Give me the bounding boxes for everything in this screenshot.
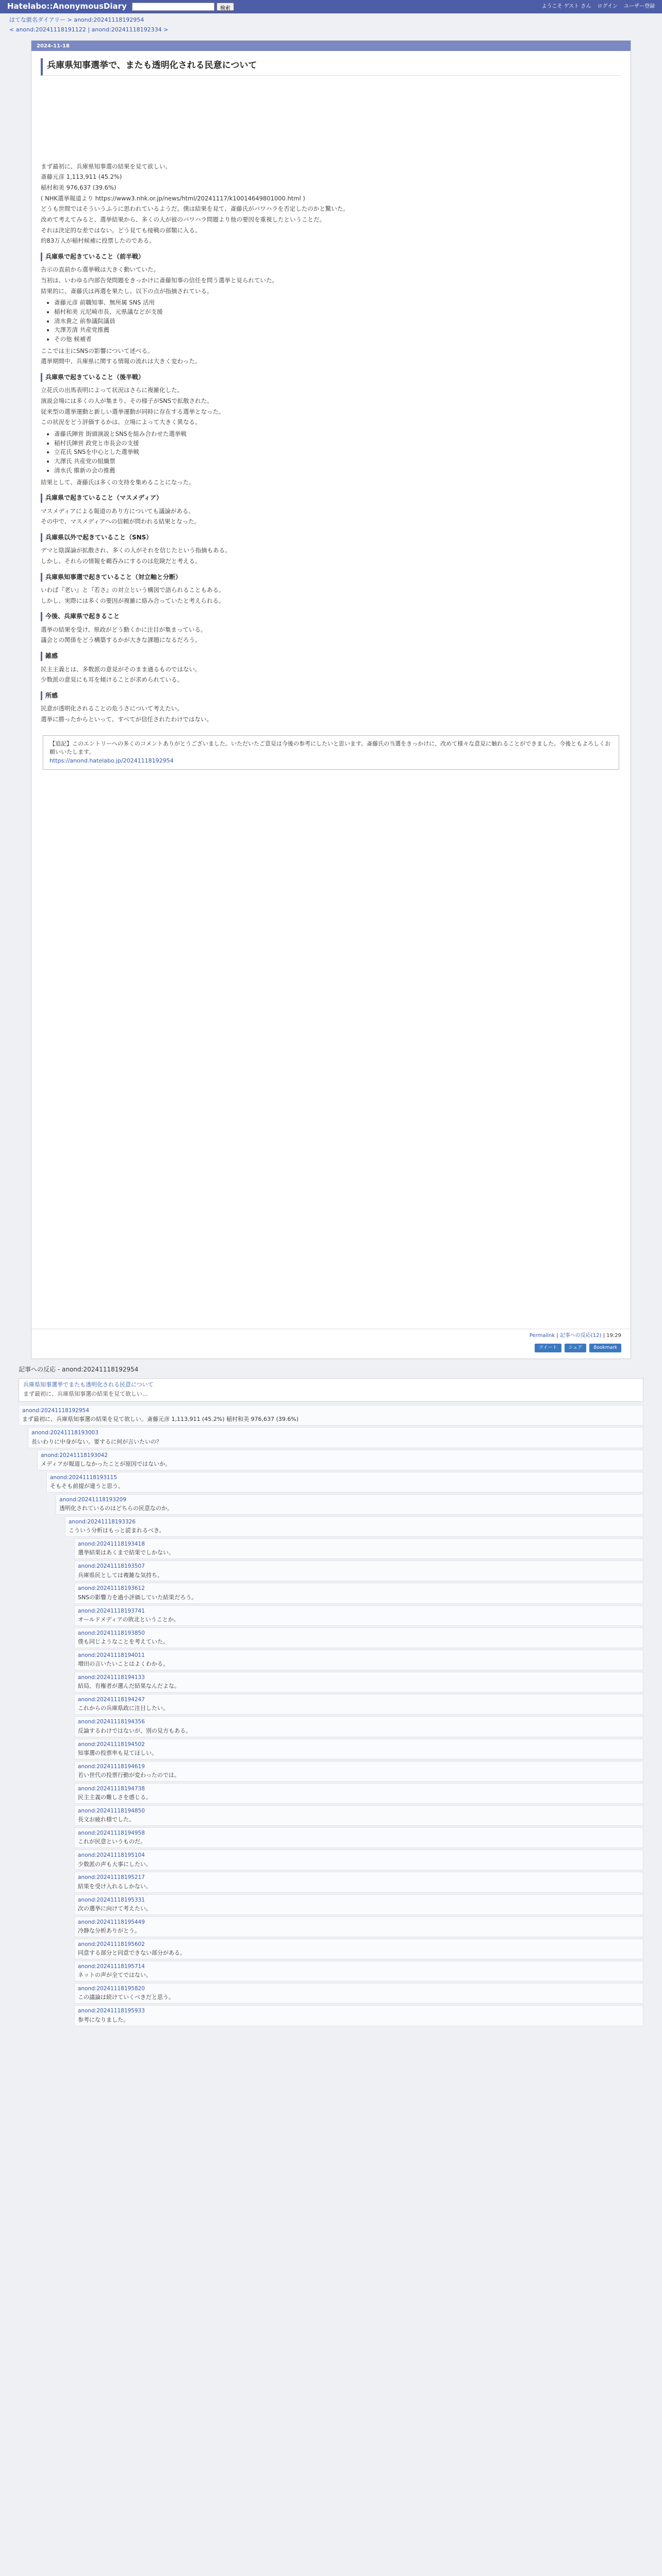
comment-item xyxy=(74,1605,643,1626)
comment-item xyxy=(74,1872,643,1892)
comment-text: オールドメディアの敗北ということか。 xyxy=(78,1616,179,1623)
comment-item xyxy=(74,1583,643,1603)
comment-text: 少数派の声も大事にしたい。 xyxy=(78,1860,152,1868)
comment-item xyxy=(74,2005,643,2026)
mentions-section xyxy=(19,1365,643,2576)
top-links xyxy=(542,3,655,11)
section-paragraph: 演説会場には多くの人が集まり、その様子がSNSで拡散された。 xyxy=(41,397,213,405)
trackback-excerpt: まず最初に、兵庫県知事選の結果を見て欲しい... xyxy=(23,1391,148,1398)
section-paragraph: いわば『老い』と『若さ』の対立という構図で語られることもある。 xyxy=(41,586,225,594)
breadcrumb xyxy=(0,13,662,26)
section-heading: 所感 xyxy=(41,691,621,700)
comment-item xyxy=(74,1694,643,1715)
comment-item xyxy=(19,1405,643,1426)
comment-item xyxy=(74,1983,643,2004)
comment-item xyxy=(37,1450,643,1470)
comment-item xyxy=(74,1827,643,1848)
comment-id[interactable]: anond:20241118195820 xyxy=(78,1986,145,1992)
section-list-item: • 稲村氏陣営 政党と市長会の支援 xyxy=(54,439,621,448)
section-paragraph: マスメディアによる報道のあり方についても議論がある。 xyxy=(41,507,194,515)
entry-section xyxy=(41,573,621,605)
section-paragraph: 告示の直前から選挙戦は大きく動いていた。 xyxy=(41,266,159,274)
section-list-item: • 稲村和美 元尼崎市長、元県議などが支援 xyxy=(54,308,621,316)
permalink[interactable]: Permalink xyxy=(529,1332,555,1338)
intro-line: 斎藤元彦 1,113,911 (45.2%) xyxy=(41,173,122,181)
comment-item xyxy=(74,1628,643,1648)
comment-text: 同意する部分と同意できない部分がある。 xyxy=(78,1950,186,1957)
comment-item xyxy=(74,1561,643,1581)
section-paragraph: 結果として、斎藤氏は多くの支持を集めることになった。 xyxy=(41,478,195,486)
comment-text: 結果を受け入れるしかない。 xyxy=(78,1883,152,1890)
entry-body xyxy=(31,51,631,1329)
comment-id[interactable]: anond:20241118194133 xyxy=(78,1674,145,1681)
section-paragraph: 当初は、いわゆる内部告発問題をきっかけに斎藤知事の信任を問う選挙と見られていた。 xyxy=(41,277,278,284)
comment-item xyxy=(74,1939,643,1959)
section-list xyxy=(54,298,621,343)
comment-id[interactable]: anond:20241118194247 xyxy=(78,1697,145,1703)
trackback-title[interactable]: 兵庫県知事選挙でまたも透明化される民意について xyxy=(23,1381,154,1388)
section-paragraph: その中で、マスメディアへの信頼が問われる結果となった。 xyxy=(41,518,201,526)
comment-text: 反論するわけではないが、別の見方もある。 xyxy=(78,1727,191,1734)
entry-section xyxy=(41,691,621,724)
comment-text: 参考になりました。 xyxy=(78,2016,129,2023)
entry-nav xyxy=(0,26,662,37)
comment-text: 知事選の投票率も見てほしい。 xyxy=(78,1749,157,1756)
comment-id[interactable]: anond:20241118192954 xyxy=(22,1408,89,1414)
comment-id[interactable]: anond:20241118194619 xyxy=(78,1763,145,1770)
comment-text: そもそも前提が違うと思う。 xyxy=(50,1482,124,1489)
entry-section xyxy=(41,533,621,566)
comment-id[interactable]: anond:20241118193042 xyxy=(41,1452,108,1459)
intro-line: 改めて考えてみると、選挙結果から、多くの人が彼のパワハラ問題より他の要因を重視したということだ。 xyxy=(41,215,325,223)
comment-id[interactable]: anond:20241118195714 xyxy=(78,1963,145,1970)
section-paragraph: デマと陰謀論が拡散され、多くの人がそれを信じたという指摘もある。 xyxy=(41,547,231,554)
note-text: 【追記】このエントリーへの多くのコメントありがとうございました。いただいたご意見は今後の参考にしたいと思います。斎藤氏の当選をきっかけに、改めて様々な意見に触れることができました。今後ともよろしくお願いいたします。 xyxy=(49,740,611,756)
comment-item xyxy=(46,1472,643,1493)
comment-id[interactable]: anond:20241118194502 xyxy=(78,1741,145,1748)
section-paragraph: 少数派の意見にも耳を傾けることが求められている。 xyxy=(41,676,183,684)
comment-id[interactable]: anond:20241118193741 xyxy=(78,1607,145,1614)
comment-id[interactable]: anond:20241118193418 xyxy=(78,1541,145,1548)
breadcrumb-link[interactable]: はてな匿名ダイアリー > anond:20241118192954 xyxy=(9,16,144,23)
entry-note xyxy=(43,735,619,770)
entry-nav-link[interactable]: < anond:20241118191122 | anond:20241118192334 > xyxy=(9,26,169,33)
comment-item xyxy=(74,1805,643,1826)
comment-text: 増田の言いたいことはよくわかる。 xyxy=(78,1660,169,1668)
comment-id[interactable]: anond:20241118194850 xyxy=(78,1808,145,1815)
intro-line: ( NHK選挙報道より https://www3.nhk.or.jp/news/html/20241117/k10014649801000.html ) xyxy=(41,194,305,202)
section-paragraph: 結果的に、斎藤氏は再選を果たし、以下の点が指摘されている。 xyxy=(41,287,213,295)
comment-text: これが民意というものだ。 xyxy=(78,1838,146,1845)
entry-footer: Permalink | 記事への反応(12) | 19:29 ツイート シェア Bookmark xyxy=(31,1329,631,1358)
section-heading: 雑感 xyxy=(41,652,621,660)
section-paragraph: 選挙の結果を受け、県政がどう動くかに注目が集まっている。 xyxy=(41,625,207,633)
comment-item xyxy=(74,1917,643,1937)
comment-text: 兵庫県民としては複雑な気持ち。 xyxy=(78,1571,163,1579)
comment-list xyxy=(19,1405,643,2026)
section-list-item: • その他 候補者 xyxy=(54,335,621,344)
section-list-item: • 立花氏 SNSを中心とした選挙戦 xyxy=(54,448,621,456)
section-heading: 兵庫県以外で起きていること（SNS） xyxy=(41,533,621,542)
intro-line: 約83万人が稲村候補に投票したのである。 xyxy=(41,237,155,245)
comment-id[interactable]: anond:20241118193209 xyxy=(59,1496,126,1503)
comment-text: 長いわりに中身がない。要するに何が言いたいの？ xyxy=(31,1438,162,1445)
comment-item xyxy=(74,1672,643,1692)
comment-text: 長文お疲れ様でした。 xyxy=(78,1816,135,1823)
section-list-item: • 清水氏 維新の会の推薦 xyxy=(54,466,621,475)
site-logo[interactable]: Hatelabo::AnonymousDiary xyxy=(7,2,127,11)
section-list-item: • 大澤芳清 共産党推薦 xyxy=(54,326,621,334)
comment-item xyxy=(74,1739,643,1759)
comment-item xyxy=(74,1538,643,1559)
bookmark-button[interactable]: Bookmark xyxy=(589,1344,621,1352)
entry-intro xyxy=(41,162,621,245)
entry-section xyxy=(41,652,621,684)
entry-section xyxy=(41,373,621,486)
section-paragraph: ここでは主にSNSの影響について述べる。 xyxy=(41,347,154,354)
section-list-item: • 大澤氏 共産党の組織票 xyxy=(54,457,621,466)
comment-text: こういう分析はもっと読まれるべき。 xyxy=(69,1527,165,1534)
comment-text: SNSの影響力を過小評価していた結果だろう。 xyxy=(78,1594,197,1601)
comment-item xyxy=(74,1850,643,1870)
section-paragraph: 民主主義とは、多数派の意見がそのまま通るものではない。 xyxy=(41,665,201,673)
entry-title[interactable]: 兵庫県知事選挙で、またも透明化される民意について xyxy=(41,58,621,76)
section-paragraph: 選挙に勝ったからといって、すべてが信任されたわけではない。 xyxy=(41,715,213,723)
section-paragraph: しかし、それらの情報を鵜呑みにするのは危険だと考える。 xyxy=(41,557,201,565)
entry-date: 2024-11-18 xyxy=(31,41,631,51)
comment-id[interactable]: anond:20241118193115 xyxy=(50,1474,117,1481)
section-paragraph: 議会との関係をどう構築するかが大きな課題になるだろう。 xyxy=(41,636,201,644)
share-button[interactable]: シェア xyxy=(565,1344,587,1352)
comment-id[interactable]: anond:20241118194738 xyxy=(78,1785,145,1792)
comment-id[interactable]: anond:20241118195217 xyxy=(78,1874,145,1881)
intro-line: それは決定的な差ではない。どう見ても接戦の部類に入る。 xyxy=(41,226,201,234)
section-heading: 兵庫県知事選で起きていること（対立軸と分断） xyxy=(41,573,621,582)
intro-line: どうも世間ではそういうふうに思われているようだ。僕は結果を見て、斎藤氏がパワハラを否定したのかと驚いた。 xyxy=(41,205,349,213)
section-heading: 兵庫県で起きていること（前半戦） xyxy=(41,252,621,261)
tweet-button[interactable]: ツイート xyxy=(535,1344,561,1352)
comment-text: 僕も同じようなことを考えていた。 xyxy=(78,1638,169,1645)
comment-text: メディアが報道しなかったことが原因ではないか。 xyxy=(41,1460,171,1467)
comment-id[interactable]: anond:20241118193003 xyxy=(31,1430,98,1436)
signup-link[interactable]: ユーザー登録 xyxy=(624,3,655,9)
section-paragraph: 民意が透明化されることの危うさについて考えたい。 xyxy=(41,705,183,713)
login-link[interactable]: ログイン xyxy=(597,3,618,9)
mentions-header: 記事への反応 - anond:20241118192954 xyxy=(19,1365,139,1373)
comment-text: 透明化されているのはどちらの民意なのか。 xyxy=(59,1505,173,1512)
comment-item xyxy=(74,1961,643,1981)
section-heading: 今後、兵庫県で起きること xyxy=(41,612,621,621)
comment-text: 選挙結果はあくまで結果でしかない。 xyxy=(78,1549,174,1556)
comment-text: 結局、有権者が選んだ結果なんだよな。 xyxy=(78,1683,180,1690)
comment-id[interactable]: anond:20241118194958 xyxy=(78,1830,145,1837)
comment-text: 若い世代の投票行動が変わったのでは。 xyxy=(78,1771,180,1778)
entry-card xyxy=(31,40,631,1359)
section-paragraph: しかし、実際には多くの要因が複雑に絡み合っていたと考えられる。 xyxy=(41,597,225,604)
comment-text: これからの兵庫県政に注目したい。 xyxy=(78,1705,169,1712)
section-list-item: • 斎藤氏陣営 街頭演説とSNSを組み合わせた選挙戦 xyxy=(54,430,621,438)
comment-id[interactable]: anond:20241118193507 xyxy=(78,1563,145,1570)
comment-item xyxy=(74,1761,643,1782)
comment-text: 次の選挙に向けて考えたい。 xyxy=(78,1905,152,1912)
comment-id[interactable]: anond:20241118195449 xyxy=(78,1919,145,1925)
comment-id[interactable]: anond:20241118193850 xyxy=(78,1630,145,1636)
comment-item xyxy=(74,1783,643,1804)
section-paragraph: この状況をどう評価するかは、立場によって大きく異なる。 xyxy=(41,418,201,426)
comment-text: 民主主義の難しさを感じる。 xyxy=(78,1794,152,1801)
entry-section xyxy=(41,612,621,645)
top-bar xyxy=(0,0,662,13)
comment-id[interactable]: anond:20241118194356 xyxy=(78,1719,145,1725)
intro-line: 稲村和美 976,637 (39.6%) xyxy=(41,183,117,191)
section-paragraph: 従来型の選挙運動と新しい選挙運動が同時に存在する選挙となった。 xyxy=(41,408,225,415)
section-list xyxy=(54,430,621,474)
comment-text: この議論は続けていくべきだと思う。 xyxy=(78,1994,174,2001)
comment-item xyxy=(74,1894,643,1915)
section-paragraph: 選挙期間中、兵庫県に関する情報の流れは大きく変わった。 xyxy=(41,358,201,365)
intro-line: まず最初に、兵庫県知事選の結果を見て欲しい。 xyxy=(41,162,171,170)
entry-section xyxy=(41,252,621,366)
comment-id[interactable]: anond:20241118195933 xyxy=(78,2008,145,2014)
entry-section xyxy=(41,494,621,526)
comment-id[interactable]: anond:20241118193612 xyxy=(78,1585,145,1592)
section-heading: 兵庫県で起きていること（マスメディア） xyxy=(41,494,621,502)
record-link[interactable]: 記事への反応(12) xyxy=(559,1332,602,1338)
comment-item xyxy=(28,1427,643,1448)
search-input[interactable] xyxy=(132,3,214,11)
section-list-item: • 斎藤元彦 前職知事、無所属 SNS 活用 xyxy=(54,298,621,307)
comment-id[interactable]: anond:20241118194011 xyxy=(78,1652,145,1658)
entry-time: 19:29 xyxy=(606,1332,621,1338)
blank-space xyxy=(41,83,621,160)
comment-id[interactable]: anond:20241118195602 xyxy=(78,1941,145,1947)
section-heading: 兵庫県で起きていること（後半戦） xyxy=(41,373,621,382)
welcome-link[interactable]: ようこそ ゲスト さん xyxy=(541,3,591,9)
trackback-item xyxy=(19,1378,643,1402)
share-bar xyxy=(41,1344,621,1352)
comment-item xyxy=(56,1494,643,1515)
section-paragraph: 立花氏の出馬表明によって状況はさらに複雑化した。 xyxy=(41,386,183,394)
section-list-item: • 清水貴之 前参議院議員 xyxy=(54,317,621,326)
comment-text: ネットの声が全てではない。 xyxy=(78,1972,152,1979)
comment-item xyxy=(74,1716,643,1737)
comment-id[interactable]: anond:20241118195331 xyxy=(78,1896,145,1903)
entry-sections xyxy=(41,252,621,724)
note-link[interactable]: https://anond.hatelabo.jp/20241118192954 xyxy=(49,757,174,764)
comment-id[interactable]: anond:20241118193326 xyxy=(69,1518,136,1525)
search-button[interactable]: 検索 xyxy=(217,3,234,11)
comment-text: 冷静な分析ありがとう。 xyxy=(78,1927,140,1935)
comment-item xyxy=(65,1516,643,1537)
comment-text: まず最初に、兵庫県知事選の結果を見て欲しい。斎藤元彦 1,113,911 (45.2%) 稲村和美 976,637 (39.6%) xyxy=(22,1416,299,1423)
comment-item xyxy=(74,1650,643,1670)
comment-id[interactable]: anond:20241118195104 xyxy=(78,1852,145,1859)
